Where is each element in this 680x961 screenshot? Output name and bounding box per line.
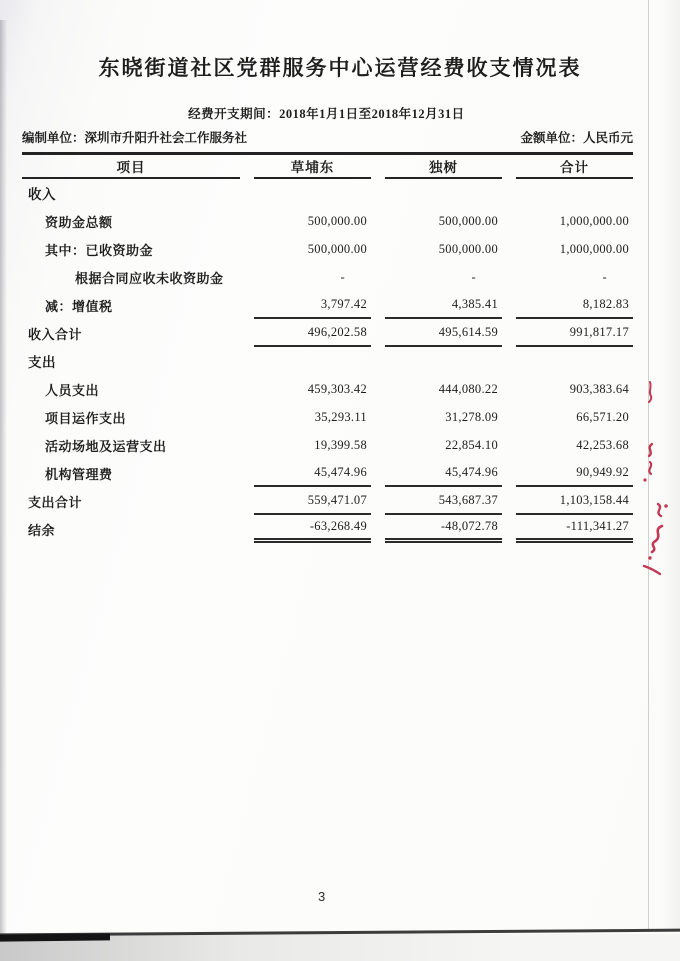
row-value: 500,000.00 [307,213,367,228]
row-value: 19,399.58 [314,437,367,452]
row-value: 559,471.07 [254,487,371,515]
currency-unit-label: 金额单位：人民币元 [520,131,633,145]
table-header-row [22,152,633,179]
row-value: 3,797.42 [254,291,371,319]
table-row [22,235,633,263]
scan-left-edge-shadow [0,20,7,940]
table-row [22,291,633,319]
table-row [22,207,633,235]
row-label: 减：增值税 [45,298,113,314]
row-value: 1,103,158.44 [516,487,633,515]
column-header: 合计 [516,155,633,179]
row-value: -111,341.27 [516,515,633,543]
table-row [22,403,633,431]
row-value: -63,268.49 [254,515,371,543]
period-label: 经费开支期间：2018年1月1日至2018年12月31日 [188,107,465,121]
table-row [22,487,633,515]
row-value: 8,182.83 [516,291,633,319]
row-value: -48,072.78 [385,515,502,543]
table-row [22,263,633,291]
meta-row [22,128,633,146]
row-value [516,347,633,375]
row-value [254,347,371,375]
row-value: - [471,269,476,284]
row-value: 31,278.09 [445,409,498,424]
row-label: 支出 [28,355,56,370]
row-label: 人员支出 [45,382,100,398]
table-row [22,515,633,543]
row-value: 459,303.42 [307,381,367,396]
red-ink-mark-top [642,380,658,404]
row-value: 45,474.96 [385,459,502,487]
row-value: 1,000,000.00 [559,213,629,228]
column-header: 独树 [385,155,502,179]
row-label: 收入 [28,187,56,202]
row-label: 支出合计 [28,494,83,510]
row-value: 903,383.64 [569,381,629,396]
row-value: 500,000.00 [307,241,367,256]
row-label: 收入合计 [28,326,83,342]
row-label: 机构管理费 [45,466,113,482]
row-value: 35,293.11 [314,409,367,424]
row-value: 45,474.96 [254,459,371,487]
row-value: 4,385.41 [385,291,502,319]
row-value: 444,080.22 [438,381,498,396]
row-value [385,179,502,207]
row-value: 496,202.58 [254,319,371,347]
row-value: 543,687.37 [385,487,502,515]
page-title: 东晓街道社区党群服务中心运营经费收支情况表 [98,56,582,80]
column-header: 草埔东 [254,155,371,179]
column-header: 项目 [22,155,240,179]
section-row [22,347,633,375]
row-value [254,179,371,207]
row-label: 结余 [28,522,56,538]
table-body [22,179,633,543]
row-label: 活动场地及运营支出 [45,438,167,454]
row-value: 22,854.10 [445,437,498,452]
section-row [22,179,633,207]
table-row [22,375,633,403]
table-row [22,459,633,487]
row-label: 根据合同应收未收资助金 [75,270,224,286]
table-row [22,431,633,459]
row-label: 资助金总额 [45,214,113,230]
prepared-by-label: 编制单位：深圳市升阳升社会工作服务社 [22,131,248,145]
red-ink-mark-bottom [638,500,672,578]
row-value: 500,000.00 [438,241,498,256]
table-row [22,319,633,347]
row-value: 1,000,000.00 [559,241,629,256]
row-value: - [602,269,607,284]
row-value [385,347,502,375]
row-label: 其中：已收资助金 [45,242,154,258]
paper-bottom-edge-dark [0,933,110,941]
row-value: 90,949.92 [516,459,633,487]
row-value: 42,253.68 [576,437,629,452]
row-value [516,179,633,207]
finance-table [22,152,633,543]
row-value: 500,000.00 [438,213,498,228]
row-value: 991,817.17 [516,319,633,347]
red-ink-mark-middle [638,442,660,484]
page-number: 3 [318,889,326,904]
row-value: 495,614.59 [385,319,502,347]
row-value: - [340,269,345,284]
row-value: 66,571.20 [576,409,629,424]
row-label: 项目运作支出 [45,410,127,426]
